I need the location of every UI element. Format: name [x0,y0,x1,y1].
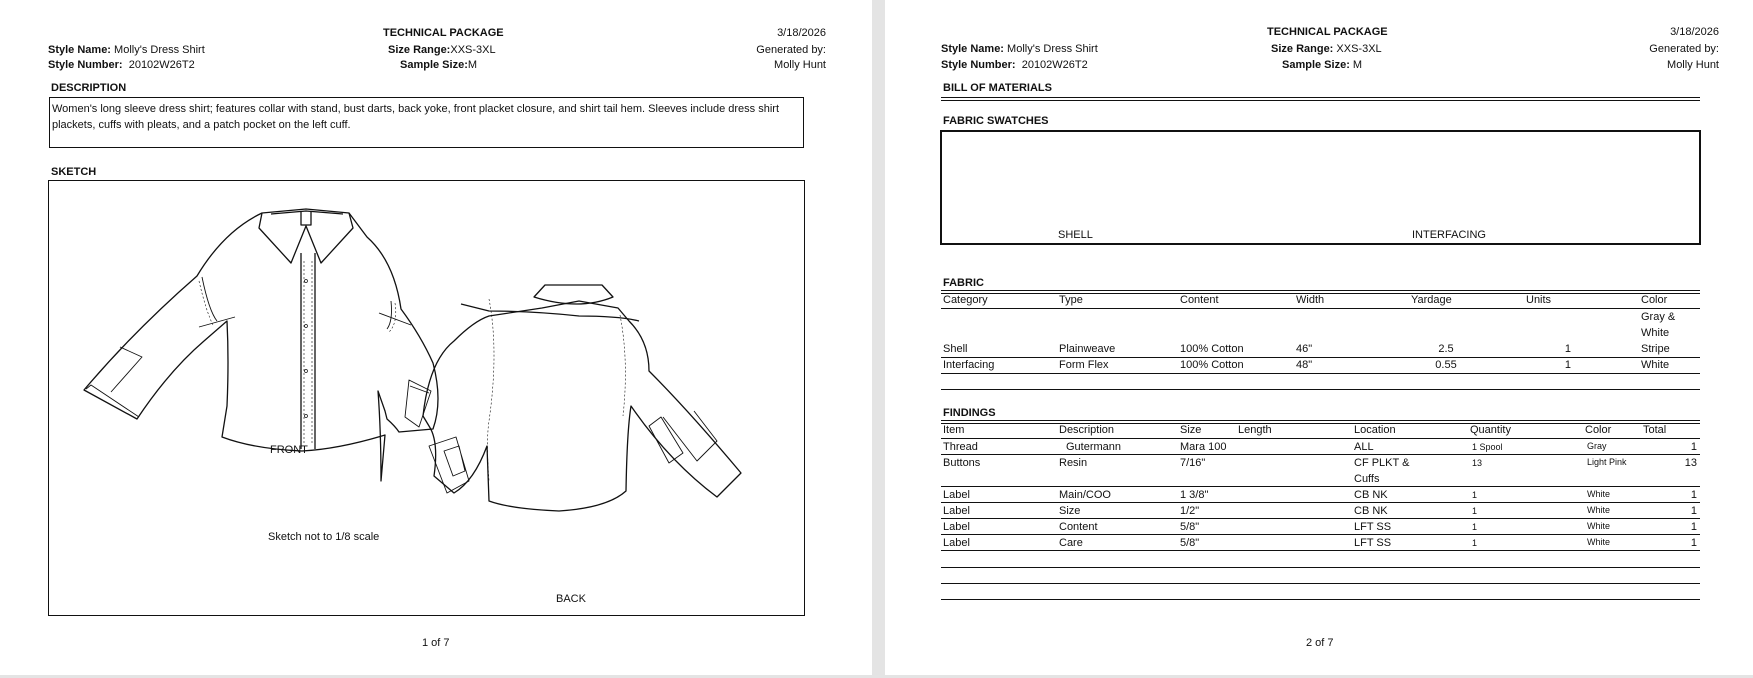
finding-location: LFT SS [1354,537,1392,549]
finding-item: Label [943,521,970,533]
style-name-value-2: Molly's Dress Shirt [1007,43,1098,55]
finding-quantity: 1 [1472,538,1478,548]
finding-location: LFT SS [1354,521,1392,533]
fabric-yardage: 2.5 [1438,343,1454,355]
fabric-swatch-box [940,130,1701,245]
finding-color: White [1587,505,1611,515]
style-number-value-2: 20102W26T2 [1021,59,1088,71]
date: 3/18/2026 [777,27,826,39]
date-2: 3/18/2026 [1670,26,1719,38]
fabric-col-header: Width [1296,294,1325,306]
fabric-heading: FABRIC [943,277,984,289]
page-1 [0,0,872,675]
finding-quantity: 1 [1472,522,1478,532]
findings-col-header: Quantity [1470,424,1511,436]
findings-col-header: Location [1354,424,1396,436]
finding-description: Resin [1059,457,1088,469]
finding-total: 1 [1690,489,1697,501]
fabric-type: Form Flex [1059,359,1109,371]
generated-by-label-2: Generated by: [1649,43,1719,55]
finding-size: 7/16" [1180,457,1206,469]
finding-color: White [1587,489,1611,499]
fabric-col-header: Color [1641,294,1668,306]
tech-pack-title-2: TECHNICAL PACKAGE [1267,26,1388,38]
author-2: Molly Hunt [1667,59,1719,71]
front-shirt-drawing [84,209,438,481]
fabric-color: Stripe [1641,343,1670,355]
finding-description: Gutermann [1066,441,1122,453]
divider [941,97,1700,98]
findings-col-header: Length [1238,424,1272,436]
findings-col-header: Color [1585,424,1612,436]
divider [941,518,1700,519]
divider [941,583,1700,584]
finding-location: CB NK [1354,489,1388,501]
sample-size-label-2: Sample Size: [1282,59,1350,71]
generated-by-label: Generated by: [756,44,826,56]
fabric-type: Plainweave [1059,343,1116,355]
divider [941,599,1700,600]
finding-item: Label [943,537,970,549]
finding-description: Size [1059,505,1081,517]
finding-total: 1 [1690,537,1697,549]
fabric-color: White [1641,327,1670,339]
style-number-label-2: Style Number: [941,59,1016,71]
findings-col-header: Description [1059,424,1115,436]
finding-item: Label [943,489,970,501]
finding-location: ALL [1354,441,1374,453]
divider [941,100,1700,101]
finding-location: Cuffs [1354,473,1380,485]
fabric-col-header: Units [1526,294,1552,306]
description-heading: DESCRIPTION [51,82,127,94]
divider [941,534,1700,535]
size-range-value-2: XXS-3XL [1336,43,1382,55]
sketch-box [48,180,805,616]
findings-col-header: Size [1180,424,1202,436]
swatch-shell-label: SHELL [1058,229,1093,241]
finding-color: Gray [1587,441,1607,451]
sketch-heading: SKETCH [51,166,97,178]
finding-item: Buttons [943,457,981,469]
finding-quantity: 1 [1472,506,1478,516]
fabric-units: 1 [1564,343,1571,355]
finding-size: 1 3/8" [1180,489,1209,501]
page-2 [885,0,1753,675]
size-range-row-2 [1271,43,1382,56]
divider [941,373,1700,374]
fabric-category: Interfacing [943,359,995,371]
divider [941,357,1700,358]
sample-size-row-2 [1282,59,1362,72]
findings-col-header: Item [943,424,965,436]
sample-size-value: M [467,59,478,71]
style-name-label: Style Name: [48,44,111,56]
finding-quantity: 13 [1472,458,1483,468]
style-number-label: Style Number: [48,59,123,71]
finding-description: Content [1059,521,1098,533]
description-box [49,97,804,148]
finding-location: CB NK [1354,505,1388,517]
size-range-value: XXS-3XL [450,44,496,56]
finding-size: 5/8" [1180,537,1200,549]
divider [941,486,1700,487]
finding-size: 5/8" [1180,521,1200,533]
finding-description: Main/COO [1059,489,1111,501]
finding-size: 1/2" [1180,505,1200,517]
divider [941,567,1700,568]
finding-item: Thread [943,441,978,453]
fabric-color: Gray & [1641,311,1676,323]
fabric-col-header: Yardage [1411,294,1452,306]
sample-size-row [400,59,477,72]
finding-description: Care [1059,537,1083,549]
style-name-row [48,44,205,57]
divider [941,454,1700,455]
finding-total: 1 [1690,521,1697,533]
divider [941,502,1700,503]
author: Molly Hunt [774,59,826,71]
style-number-row [48,59,195,72]
style-name-label-2: Style Name: [941,43,1004,55]
finding-color: White [1587,537,1611,547]
divider [941,420,1700,421]
finding-color: Light Pink [1587,457,1627,467]
findings-col-header: Total [1643,424,1667,436]
tech-pack-title: TECHNICAL PACKAGE [383,27,504,39]
fabric-swatches-heading: FABRIC SWATCHES [943,115,1049,127]
page-number-1: 1 of 7 [422,637,450,649]
findings-heading: FINDINGS [943,407,996,419]
finding-location: CF PLKT & [1354,457,1410,469]
finding-quantity: 1 Spool [1472,442,1503,452]
size-range-label: Size Range: [388,44,451,56]
divider [941,438,1700,439]
style-number-value: 20102W26T2 [128,59,195,71]
fabric-content: 100% Cotton [1180,343,1244,355]
fabric-yardage: 0.55 [1435,359,1457,371]
swatch-interfacing-label: INTERFACING [1412,229,1486,241]
divider [941,290,1700,291]
fabric-col-header: Content [1180,294,1219,306]
page-number-2: 2 of 7 [1306,637,1334,649]
back-shirt-drawing [423,285,741,511]
divider [941,308,1700,309]
back-label: BACK [556,593,586,605]
shirt-sketch [49,181,803,614]
fabric-col-header: Type [1059,294,1083,306]
style-name-value: Molly's Dress Shirt [114,44,205,56]
size-range-label-2: Size Range: [1271,43,1334,55]
fabric-col-header: Category [943,294,988,306]
fabric-width: 48" [1296,359,1313,371]
bom-heading: BILL OF MATERIALS [943,82,1052,94]
fabric-color: White [1641,359,1670,371]
style-number-row-2 [941,59,1088,72]
divider [941,389,1700,390]
finding-total: 1 [1690,441,1697,453]
fabric-units: 1 [1564,359,1571,371]
scale-note: Sketch not to 1/8 scale [268,531,380,543]
fabric-width: 46" [1296,343,1313,355]
finding-total: 1 [1690,505,1697,517]
finding-item: Label [943,505,970,517]
fabric-content: 100% Cotton [1180,359,1244,371]
sample-size-value-2: M [1352,59,1363,71]
finding-total: 13 [1684,457,1697,469]
description-text: Women's long sleeve dress shirt; features collar with stand, bust darts, back yoke, front placket closure, and shirt tail hem. Sleeves include dress shirt plackets, cuffs with pleats, and a patch pocket on the left cuff. [52,103,780,131]
divider [941,550,1700,551]
sample-size-label: Sample Size: [400,59,468,71]
finding-color: White [1587,521,1611,531]
finding-size: Mara 100 [1180,441,1227,453]
fabric-category: Shell [943,343,968,355]
style-name-row-2 [941,43,1098,56]
front-label: FRONT [270,444,308,456]
finding-quantity: 1 [1472,490,1478,500]
size-range-row [388,44,496,57]
